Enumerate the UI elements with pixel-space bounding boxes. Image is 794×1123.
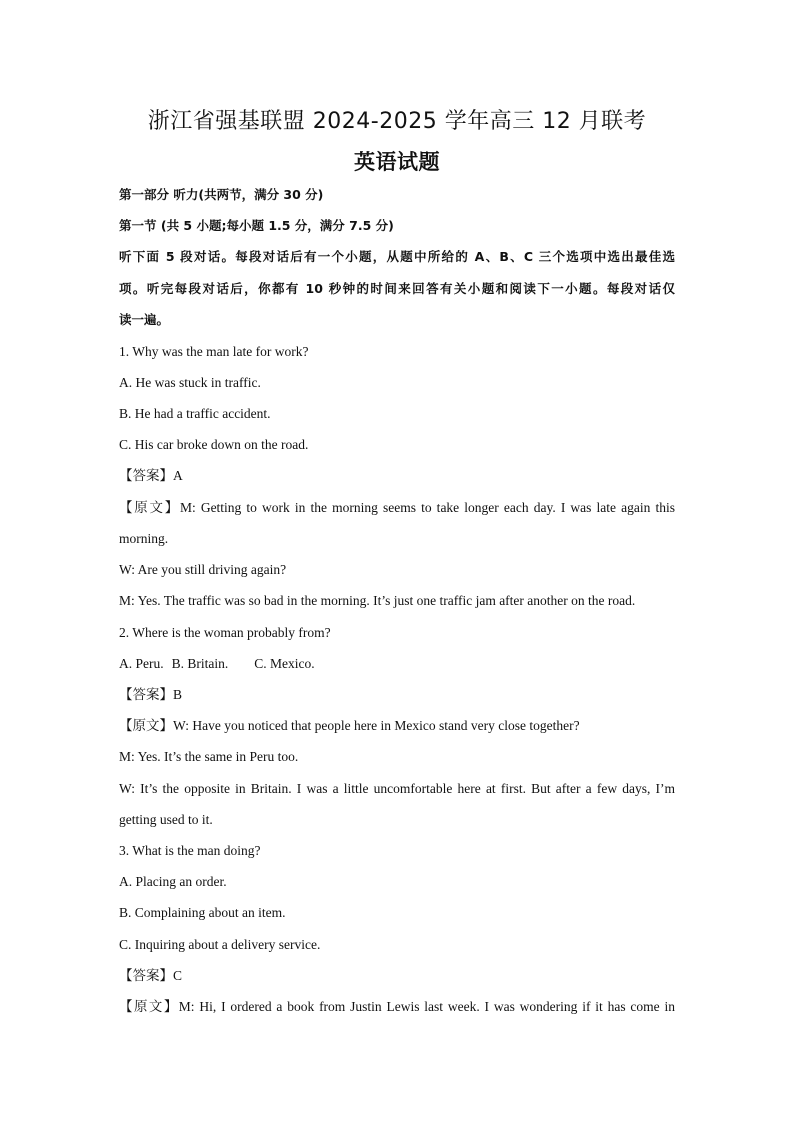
- instructions-line: 项。听完每段对话后，你都有 10 秒钟的时间来回答有关小题和阅读下一小题。每段对话仅: [119, 281, 675, 296]
- transcript-line: 【原文】M: Hi, I ordered a book from Justin Lewis last week. I was wondering if it has come in: [119, 999, 675, 1014]
- transcript-line: M: Yes. It’s the same in Peru too.: [119, 749, 299, 764]
- option-b: B. He had a traffic accident.: [119, 406, 271, 421]
- option-a: A. He was stuck in traffic.: [119, 375, 261, 390]
- option-c: C. Mexico.: [254, 656, 315, 671]
- transcript-line: 【原文】M: Getting to work in the morning seems to take longer each day. I was late again this: [119, 500, 675, 515]
- answer-label: 【答案】A: [119, 468, 183, 483]
- answer-label: 【答案】C: [119, 968, 183, 983]
- exam-subtitle: 英语试题: [354, 150, 440, 174]
- exam-title: 浙江省强基联盟 2024-2025 学年高三 12 月联考: [147, 109, 647, 134]
- question-text: 1. Why was the man late for work?: [119, 344, 309, 359]
- transcript-line: morning.: [119, 531, 169, 546]
- option-c: C. Inquiring about a delivery service.: [119, 937, 321, 952]
- transcript-line: 【原文】W: Have you noticed that people here in Mexico stand very close together?: [119, 718, 580, 733]
- section-heading: 第一节 (共 5 小题;每小题 1.5 分，满分 7.5 分): [119, 218, 394, 233]
- options-row: [119, 654, 675, 674]
- answer-label: 【答案】B: [119, 687, 183, 702]
- option-c: C. His car broke down on the road.: [119, 437, 309, 452]
- question-text: 3. What is the man doing?: [119, 843, 261, 858]
- transcript-line: M: Yes. The traffic was so bad in the morning. It’s just one traffic jam after another on the road.: [119, 593, 636, 608]
- instructions-line: 听下面 5 段对话。每段对话后有一个小题，从题中所给的 A、B、C 三个选项中选出最佳选: [119, 249, 675, 264]
- question-text: 2. Where is the woman probably from?: [119, 625, 331, 640]
- option-b: B. Britain.: [171, 656, 229, 671]
- transcript-line: W: It’s the opposite in Britain. I was a little uncomfortable here at first. But after a few days, I’m: [119, 781, 675, 796]
- instructions-line: 读一遍。: [119, 312, 170, 327]
- part-heading: 第一部分 听力(共两节，满分 30 分): [119, 187, 324, 202]
- option-a: A. Placing an order.: [119, 874, 227, 889]
- option-b: B. Complaining about an item.: [119, 905, 286, 920]
- transcript-line: getting used to it.: [119, 812, 213, 827]
- transcript-line: W: Are you still driving again?: [119, 562, 287, 577]
- option-a: A. Peru.: [119, 656, 164, 671]
